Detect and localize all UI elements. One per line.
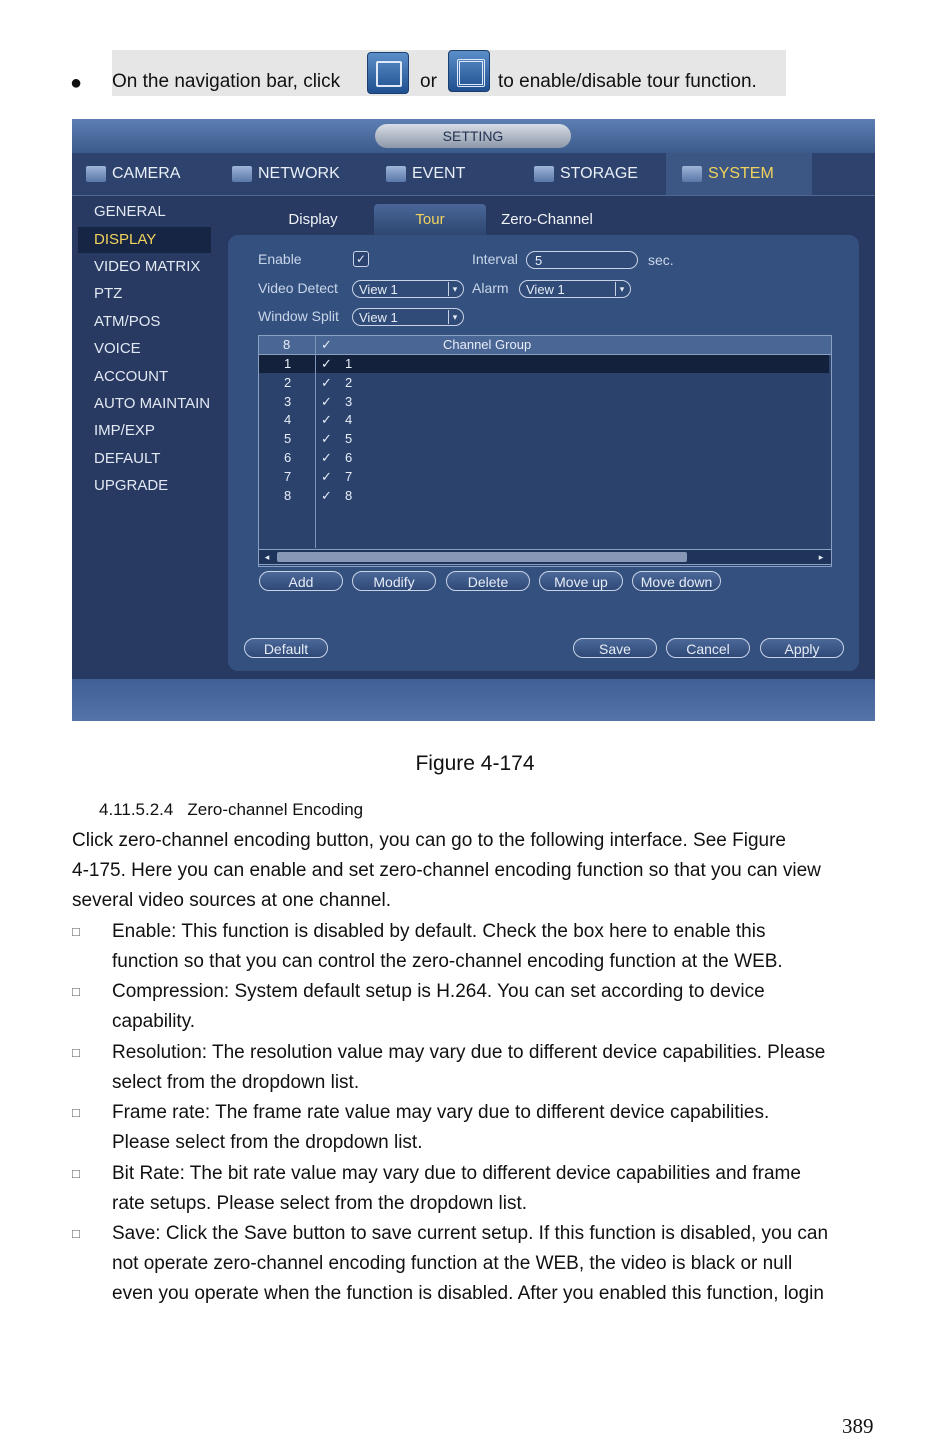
- tip-text-or: or: [420, 71, 437, 92]
- bullet-item: [112, 917, 882, 977]
- row-group: 4: [345, 412, 353, 428]
- section-number: 4.11.5.2.4: [99, 800, 174, 819]
- figure-caption: Figure 4-174: [415, 752, 535, 775]
- header-channel-group: Channel Group: [443, 337, 532, 352]
- row-number: 6: [284, 450, 292, 465]
- row-check[interactable]: ✓: [321, 450, 332, 465]
- header-count: 8: [283, 337, 291, 352]
- intro-line: several video sources at one channel.: [72, 890, 391, 911]
- alarm-select[interactable]: [519, 280, 631, 298]
- save-button[interactable]: Save: [573, 638, 657, 658]
- channel-group-table: [258, 335, 832, 567]
- window-split-select[interactable]: [352, 308, 464, 326]
- bullet-line: Enable: This function is disabled by default. Check the box here to enable this: [112, 921, 766, 942]
- sidebar-item-video-matrix[interactable]: VIDEO MATRIX: [94, 258, 201, 275]
- intro-line: 4-175. Here you can enable and set zero-channel encoding function so that you can view: [72, 860, 821, 881]
- sidebar-item-general[interactable]: GENERAL: [94, 203, 166, 220]
- video-detect-select[interactable]: [352, 280, 464, 298]
- bullet-glyph: □: [72, 1105, 80, 1121]
- tab-storage[interactable]: [534, 153, 666, 195]
- row-check[interactable]: ✓: [321, 356, 332, 371]
- tab-system-label: SYSTEM: [708, 165, 774, 182]
- tab-network[interactable]: [232, 153, 372, 195]
- default-button[interactable]: Default: [244, 638, 328, 658]
- interval-label: Interval: [472, 251, 518, 267]
- row-check[interactable]: ✓: [321, 374, 332, 390]
- bullet-line: not operate zero-channel encoding function at the WEB, the video is black or null: [112, 1253, 793, 1274]
- bullet-line: Please select from the dropdown list.: [112, 1132, 423, 1154]
- scroll-thumb[interactable]: [277, 552, 687, 562]
- tab-storage-label: STORAGE: [560, 165, 638, 182]
- bullet-line: Compression: System default setup is H.264. You can set according to device: [112, 981, 765, 1003]
- bullet-glyph: □: [72, 1226, 80, 1241]
- row-group: 2: [345, 374, 353, 390]
- video-detect-label: Video Detect: [258, 280, 338, 296]
- column-divider: [315, 336, 316, 548]
- tab-event[interactable]: [386, 153, 516, 195]
- bullet-line: even you operate when the function is disabled. After you enabled this function, login: [112, 1283, 824, 1304]
- section-title: Zero-channel Encoding: [187, 800, 364, 819]
- scroll-right-icon[interactable]: ▸: [818, 552, 824, 562]
- bullet-line: Frame rate: The frame rate value may vary due to different device capabilities.: [112, 1102, 770, 1124]
- chevron-down-icon: ▾: [448, 282, 461, 296]
- apply-button[interactable]: Apply: [760, 638, 844, 658]
- alarm-value: View 1: [526, 282, 565, 297]
- alarm-label: Alarm: [472, 280, 509, 296]
- tab-network-label: NETWORK: [258, 165, 340, 182]
- bullet-line: capability.: [112, 1011, 196, 1033]
- row-check[interactable]: ✓: [321, 393, 332, 409]
- horizontal-scrollbar[interactable]: [258, 549, 832, 565]
- bullet-item: [112, 1159, 882, 1219]
- setting-title: SETTING: [375, 124, 571, 148]
- row-number: 3: [284, 393, 292, 409]
- move-up-button[interactable]: Move up: [539, 571, 623, 591]
- tip-text-before: On the navigation bar, click: [112, 71, 341, 92]
- row-check[interactable]: ✓: [321, 468, 332, 484]
- tour-enable-icon[interactable]: [367, 52, 409, 94]
- row-number: 2: [284, 374, 292, 390]
- row-group: 7: [345, 468, 353, 484]
- table-header: [259, 336, 831, 355]
- interval-unit: sec.: [648, 252, 674, 268]
- tab-event-label: EVENT: [412, 165, 466, 182]
- bullet-line: function so that you can control the zero-channel encoding function at the WEB.: [112, 951, 783, 972]
- sidebar-item-default[interactable]: DEFAULT: [94, 450, 161, 467]
- cancel-button[interactable]: Cancel: [666, 638, 750, 658]
- row-number: 8: [284, 487, 292, 503]
- intro-line: Click zero-channel encoding button, you can go to the following interface. See Figure: [72, 830, 786, 851]
- header-check[interactable]: ✓: [321, 337, 332, 352]
- sidebar-item-upgrade[interactable]: UPGRADE: [94, 477, 169, 494]
- tip-bullet: ●: [70, 72, 83, 94]
- row-number: 1: [284, 356, 292, 371]
- delete-button[interactable]: Delete: [446, 571, 530, 591]
- enable-checkbox[interactable]: ✓: [353, 251, 369, 267]
- bullet-item: [112, 1219, 882, 1309]
- bullet-line: Save: Click the Save button to save current setup. If this function is disabled, you can: [112, 1223, 829, 1244]
- row-number: 7: [284, 468, 292, 484]
- bullet-item: [112, 977, 882, 1037]
- section-heading: [99, 800, 363, 820]
- bottom-strip: [72, 679, 875, 721]
- bullet-line: select from the dropdown list.: [112, 1071, 360, 1093]
- bullet-glyph: □: [72, 984, 80, 1000]
- tip-text-after: to enable/disable tour function.: [498, 71, 757, 92]
- row-group: 6: [345, 450, 353, 465]
- event-icon: [386, 166, 406, 182]
- intro-paragraph: [72, 826, 882, 916]
- tab-system[interactable]: [666, 153, 812, 195]
- scroll-left-icon[interactable]: ◂: [264, 552, 270, 562]
- row-group: 3: [345, 393, 353, 409]
- row-number: 5: [284, 431, 292, 447]
- tab-camera-label: CAMERA: [112, 165, 181, 182]
- sidebar-item-atm-pos[interactable]: ATM/POS: [94, 313, 161, 330]
- tab-camera[interactable]: [84, 153, 226, 195]
- window-split-label: Window Split: [258, 308, 339, 324]
- bullet-line: Resolution: The resolution value may vary due to different device capabilities. Please: [112, 1041, 826, 1063]
- chevron-down-icon: ▾: [448, 310, 461, 324]
- setting-screenshot: [72, 119, 875, 721]
- row-group: 1: [345, 356, 353, 371]
- window-split-value: View 1: [359, 310, 398, 325]
- bullet-item: [112, 1098, 882, 1158]
- sidebar-item-display[interactable]: DISPLAY: [78, 227, 211, 253]
- sidebar-item-imp-exp[interactable]: IMP/EXP: [94, 422, 155, 439]
- sidebar-item-account[interactable]: ACCOUNT: [94, 368, 169, 385]
- sidebar-item-ptz[interactable]: PTZ: [94, 285, 123, 302]
- row-number: 4: [284, 412, 292, 428]
- subtab-tour[interactable]: Tour: [374, 204, 486, 236]
- row-check[interactable]: ✓: [321, 487, 332, 503]
- bullet-glyph: □: [72, 1044, 80, 1060]
- row-group: 8: [345, 487, 353, 503]
- row-group: 5: [345, 431, 353, 447]
- video-detect-value: View 1: [359, 282, 398, 297]
- enable-label: Enable: [258, 251, 302, 267]
- camera-icon: [86, 166, 106, 182]
- subtab-zero-channel[interactable]: Zero-Channel: [501, 211, 593, 228]
- bullet-glyph: □: [72, 1165, 80, 1181]
- bullet-item: [112, 1038, 882, 1098]
- chevron-down-icon: ▾: [615, 282, 628, 296]
- bullet-line: Bit Rate: The bit rate value may vary due to different device capabilities and frame: [112, 1162, 801, 1184]
- network-icon: [232, 166, 252, 182]
- add-button[interactable]: Add: [259, 571, 343, 591]
- bullet-glyph: □: [72, 924, 80, 939]
- tour-disable-icon[interactable]: [448, 50, 490, 92]
- page-number: 389: [842, 1414, 874, 1438]
- sidebar-item-voice[interactable]: VOICE: [94, 340, 141, 357]
- bullet-line: rate setups. Please select from the dropdown list.: [112, 1192, 528, 1214]
- system-icon: [682, 166, 702, 182]
- storage-icon: [534, 166, 554, 182]
- interval-input[interactable]: 5: [526, 251, 638, 269]
- move-down-button[interactable]: Move down: [632, 571, 721, 591]
- row-check[interactable]: ✓: [321, 431, 332, 447]
- subtab-display[interactable]: Display: [288, 211, 338, 228]
- row-check[interactable]: ✓: [321, 412, 332, 428]
- modify-button[interactable]: Modify: [352, 571, 436, 591]
- sidebar-item-auto-maintain[interactable]: AUTO MAINTAIN: [94, 395, 211, 412]
